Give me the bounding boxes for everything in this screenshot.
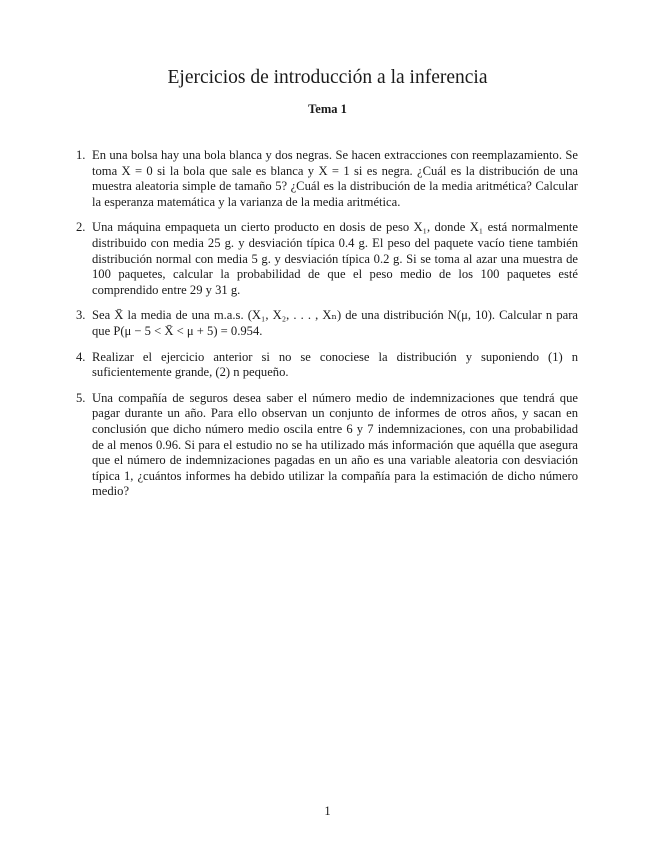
document-subtitle: Tema 1	[308, 102, 347, 116]
exercise-list	[76, 148, 578, 510]
exercise-text: En una bolsa hay una bola blanca y dos negras. Se hacen extracciones con reemplazamiento. Se toma X = 0 si la bola que sale es blanca y X = 1 si es negra. ¿Cuál es la distribución de una muestra aleatoria simple de tamaño 5? ¿Cuál es la distribución de la media aritmética? Calcular la esperanza matemática y la varianza de la media aritmética.	[92, 148, 578, 209]
exercise-text: Sea X̄ la media de una m.a.s. (X₁, X₂, . . . , Xₙ) de una distribución N(μ, 10). Calcular n para que P(μ − 5 < X̄ < μ + 5) = 0.954.	[92, 308, 578, 338]
exercise-text: Una máquina empaqueta un cierto producto en dosis de peso X₁, donde X₁ está normalmente distribuido con media 25 g. y desviación típica 0.4 g. El peso del paquete vacío tiene también distribución normal con media 5 g. y desviación típica 0.2 g. Si se toma al azar una muestra de 100 paquetes, calcular la probabilidad de que el peso medio de los 100 paquetes esté comprendido entre 29 y 31 g.	[92, 220, 578, 297]
page-number: 1	[324, 804, 331, 818]
exercise-item-3	[76, 308, 578, 339]
exercise-item-5	[76, 391, 578, 500]
exercise-number: 2.	[76, 220, 86, 235]
document-title: Ejercicios de introducción a la inferencia	[167, 67, 488, 88]
exercise-item-1	[76, 148, 578, 210]
exercise-number: 4.	[76, 349, 86, 364]
exercise-item-2	[76, 220, 578, 298]
exercise-text: Realizar el ejercicio anterior si no se conociese la distribución y suponiendo (1) n suficientemente grande, (2) n pequeño.	[92, 349, 578, 380]
exercise-number: 1.	[76, 148, 86, 162]
exercise-text: Una compañía de seguros desea saber el número medio de indemnizaciones que tendrá que pagar durante un año. Para ello observan un conjunto de informes de otros años, y sacan en conclusión que dicho número medio oscila entre 6 y 7 indemnizaciones, con una probabilidad de al menos 0.96. Si para el estudio no se ha utilizado más información que aquélla que asegura que el número de indemnizaciones pagadas en un año es una variable aleatoria con desviación típica 1, ¿cuántos informes ha debido utilizar la compañía para la estimación de dicho número medio?	[92, 390, 578, 499]
exercise-number: 3.	[76, 308, 86, 323]
exercise-number: 5.	[76, 390, 86, 405]
exercise-item-4	[76, 350, 578, 381]
